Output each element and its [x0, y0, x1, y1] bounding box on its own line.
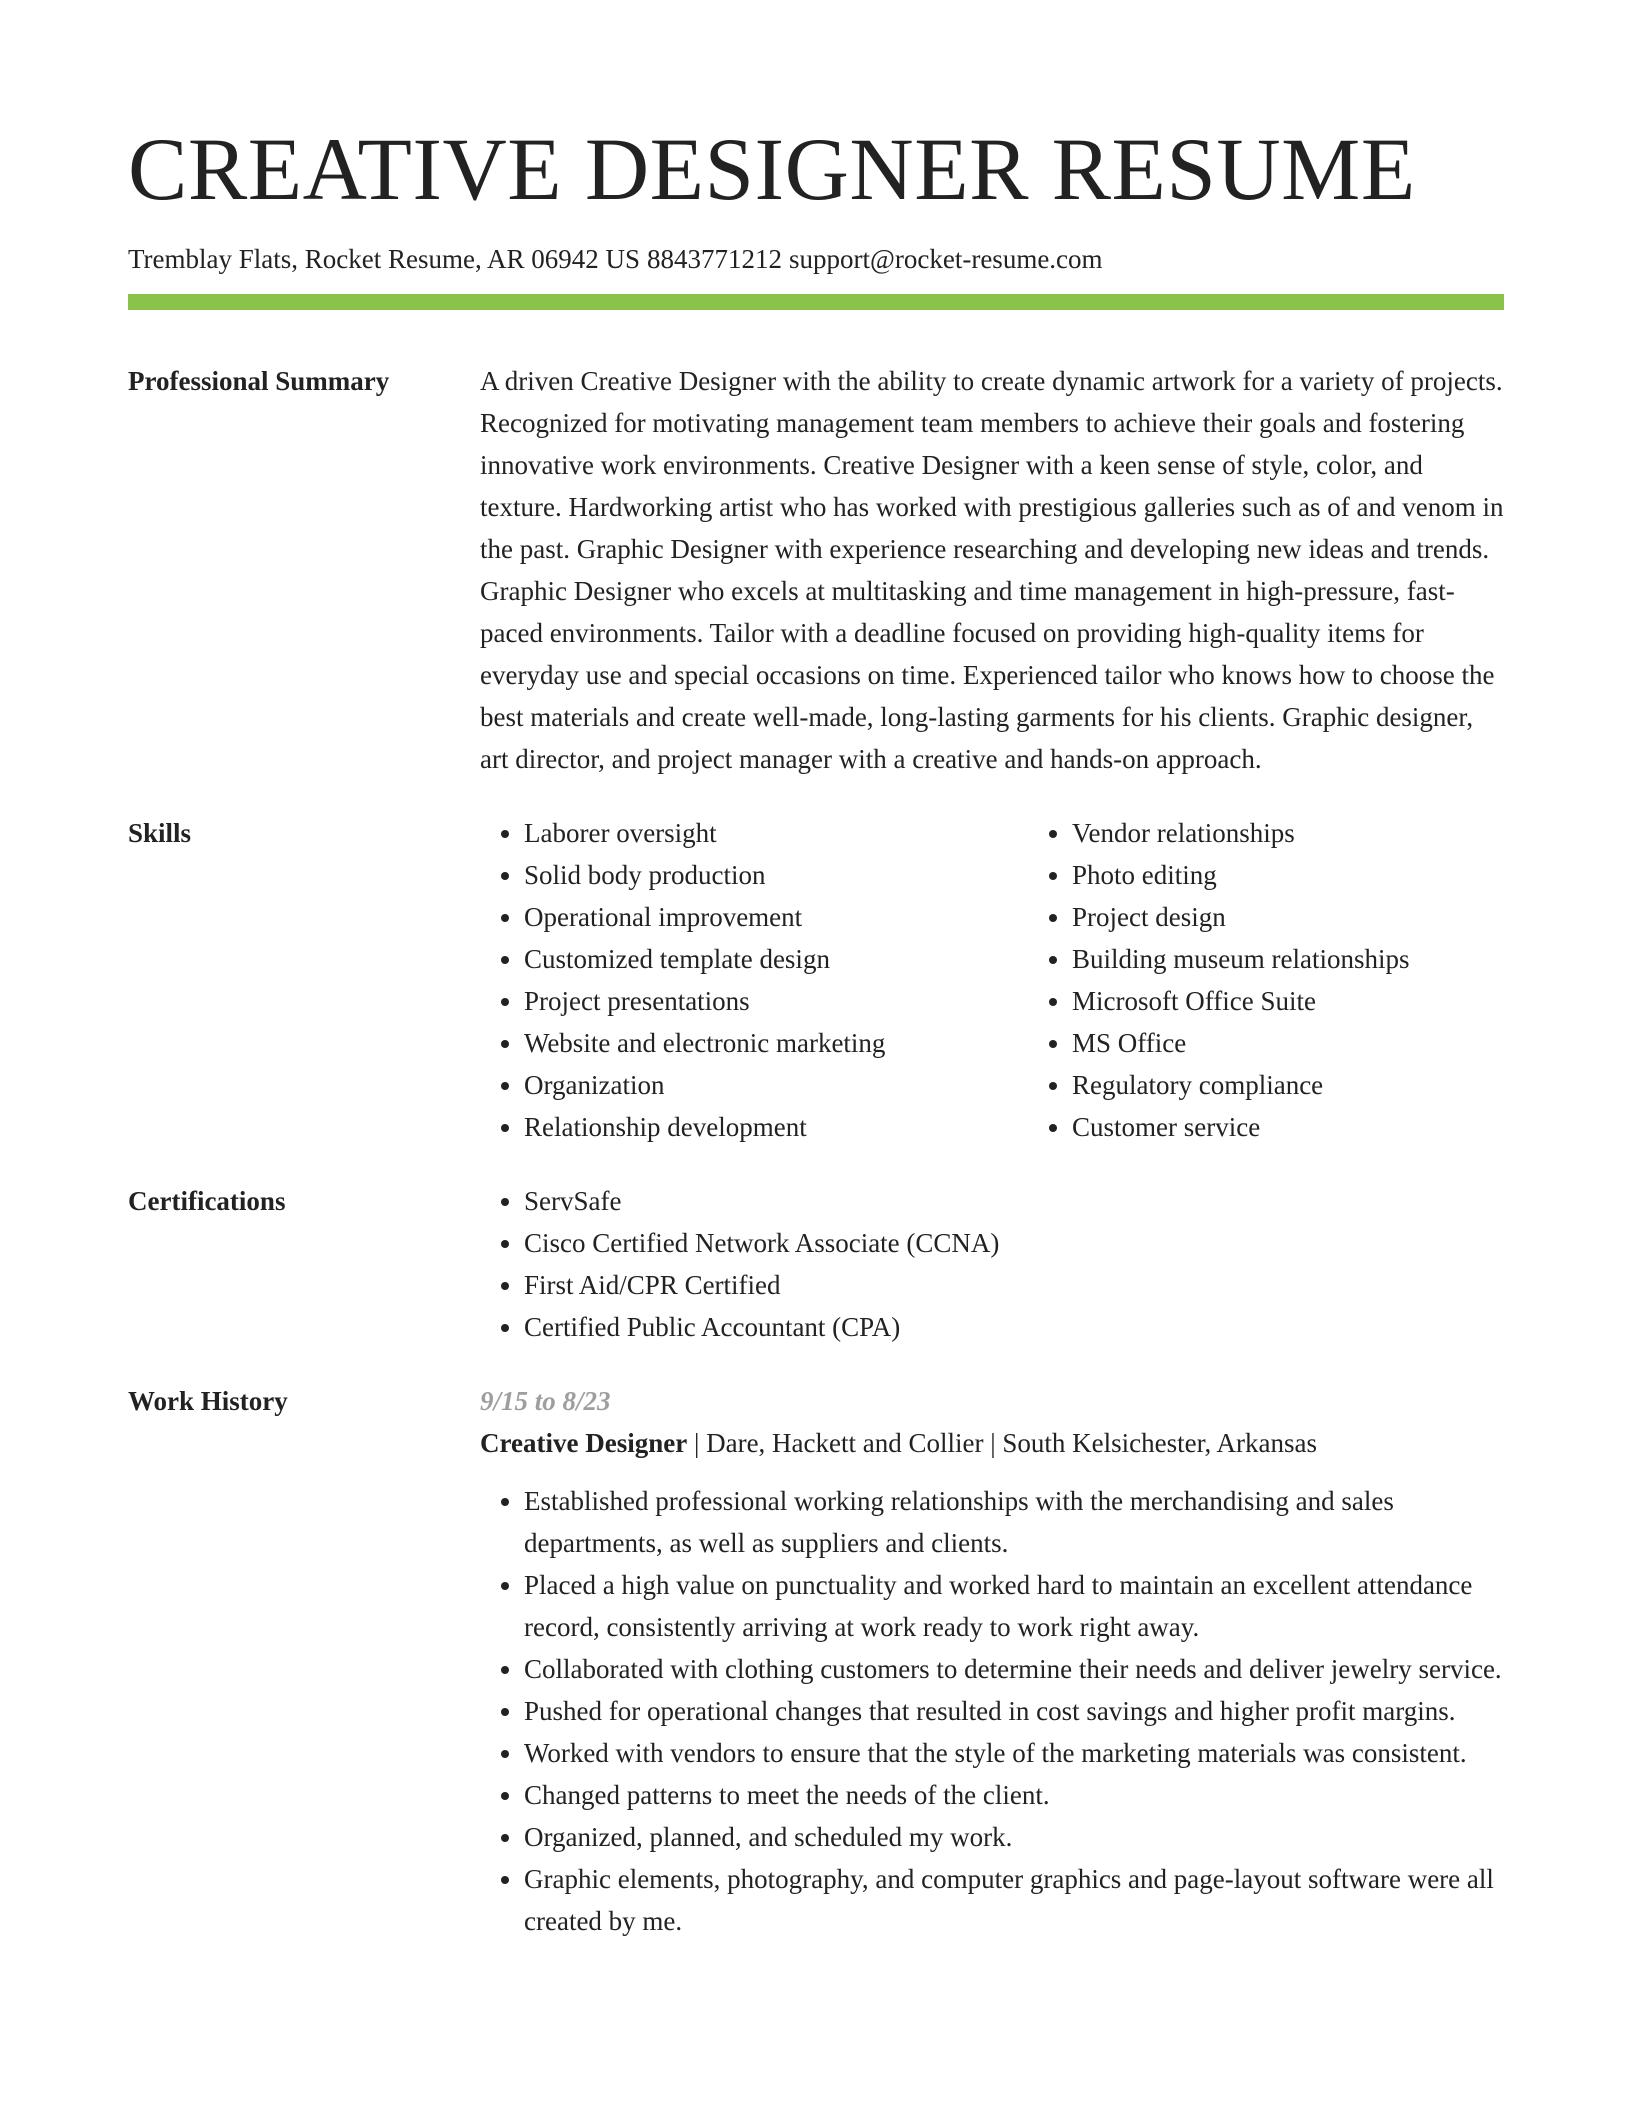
skill-item: • Vendor relationships — [1072, 812, 1552, 854]
work-history-heading: Work History — [128, 1386, 288, 1416]
job-duty-item: • Organized, planned, and scheduled my work. — [524, 1816, 1504, 1858]
skill-item: • Project presentations — [524, 980, 1028, 1022]
skills-list-left — [480, 812, 1028, 1148]
header-divider — [128, 294, 1504, 310]
job-company: Dare, Hackett and Collier — [706, 1428, 984, 1458]
skill-item: • Microsoft Office Suite — [1072, 980, 1552, 1022]
skill-item: • Organization — [524, 1064, 1028, 1106]
skills-section — [128, 812, 1504, 1148]
contact-phone: 8843771212 — [647, 244, 783, 274]
skill-item: • Operational improvement — [524, 896, 1028, 938]
job-duty-item: • Established professional working relationships with the merchandising and sales departments, as well as suppliers and clients. — [524, 1480, 1504, 1564]
job-duty-item: • Placed a high value on punctuality and worked hard to maintain an excellent attendance record, consistently arriving at work ready to work right away. — [524, 1564, 1504, 1648]
certification-item: • Certified Public Accountant (CPA) — [524, 1306, 1504, 1348]
certifications-list — [480, 1180, 1504, 1348]
skill-item: • MS Office — [1072, 1022, 1552, 1064]
certifications-section — [128, 1180, 1504, 1348]
job-duty-item: • Pushed for operational changes that resulted in cost savings and higher profit margins. — [524, 1690, 1504, 1732]
summary-text: A driven Creative Designer with the ability to create dynamic artwork for a variety of projects. Recognized for motivating management team members to achieve their goals and fostering innovative work environments. Creative Designer with a keen sense of style, color, and texture. Hardworking artist who has worked with prestigious galleries such as of and venom in the past. Graphic Designer with experience researching and developing new ideas and trends. Graphic Designer who excels at multitasking and time management in high-pressure, fast-paced environments. Tailor with a deadline focused on providing high-quality items for everyday use and special occasions on time. Experienced tailor who knows how to choose the best materials and create well-made, long-lasting garments for his clients. Graphic designer, art director, and project manager with a creative and hands-on approach. — [480, 366, 1504, 774]
contact-line — [128, 242, 1504, 276]
skills-heading: Skills — [128, 818, 192, 848]
job-location: South Kelsichester, Arkansas — [1002, 1428, 1318, 1458]
skill-item: • Laborer oversight — [524, 812, 1028, 854]
summary-section — [128, 360, 1504, 780]
skill-item: • Customized template design — [524, 938, 1028, 980]
work-history-section — [128, 1380, 1504, 1942]
job-separator: | — [693, 1428, 700, 1458]
certification-item: • ServSafe — [524, 1180, 1504, 1222]
skill-item: • Regulatory compliance — [1072, 1064, 1552, 1106]
resume-title: CREATIVE DESIGNER RESUME — [128, 121, 1416, 219]
job-entry — [480, 1380, 1504, 1942]
job-title: Creative Designer — [480, 1428, 688, 1458]
job-duty-item: • Changed patterns to meet the needs of the client. — [524, 1774, 1504, 1816]
resume-page — [128, 118, 1504, 1942]
job-dates: 9/15 to 8/23 — [480, 1386, 611, 1416]
job-duty-item: • Graphic elements, photography, and computer graphics and page-layout software were all created by me. — [524, 1858, 1504, 1942]
contact-email: support@rocket-resume.com — [789, 244, 1103, 274]
skill-item: • Solid body production — [524, 854, 1028, 896]
skill-item: • Customer service — [1072, 1106, 1552, 1148]
job-duty-item: • Collaborated with clothing customers to determine their needs and deliver jewelry service. — [524, 1648, 1504, 1690]
skill-item: • Project design — [1072, 896, 1552, 938]
skills-list-right — [1028, 812, 1552, 1148]
job-duty-item: • Worked with vendors to ensure that the style of the marketing materials was consistent. — [524, 1732, 1504, 1774]
skill-item: • Relationship development — [524, 1106, 1028, 1148]
skill-item: • Photo editing — [1072, 854, 1552, 896]
skill-item: • Website and electronic marketing — [524, 1022, 1028, 1064]
certifications-heading: Certifications — [128, 1186, 286, 1216]
job-title-line — [480, 1422, 1504, 1464]
summary-heading: Professional Summary — [128, 366, 390, 396]
certification-item: • Cisco Certified Network Associate (CCNA) — [524, 1222, 1504, 1264]
certification-item: • First Aid/CPR Certified — [524, 1264, 1504, 1306]
job-duties-list — [480, 1480, 1504, 1942]
job-separator: | — [990, 1428, 996, 1458]
contact-address: Tremblay Flats, Rocket Resume, AR 06942 US — [128, 244, 641, 274]
skill-item: • Building museum relationships — [1072, 938, 1552, 980]
